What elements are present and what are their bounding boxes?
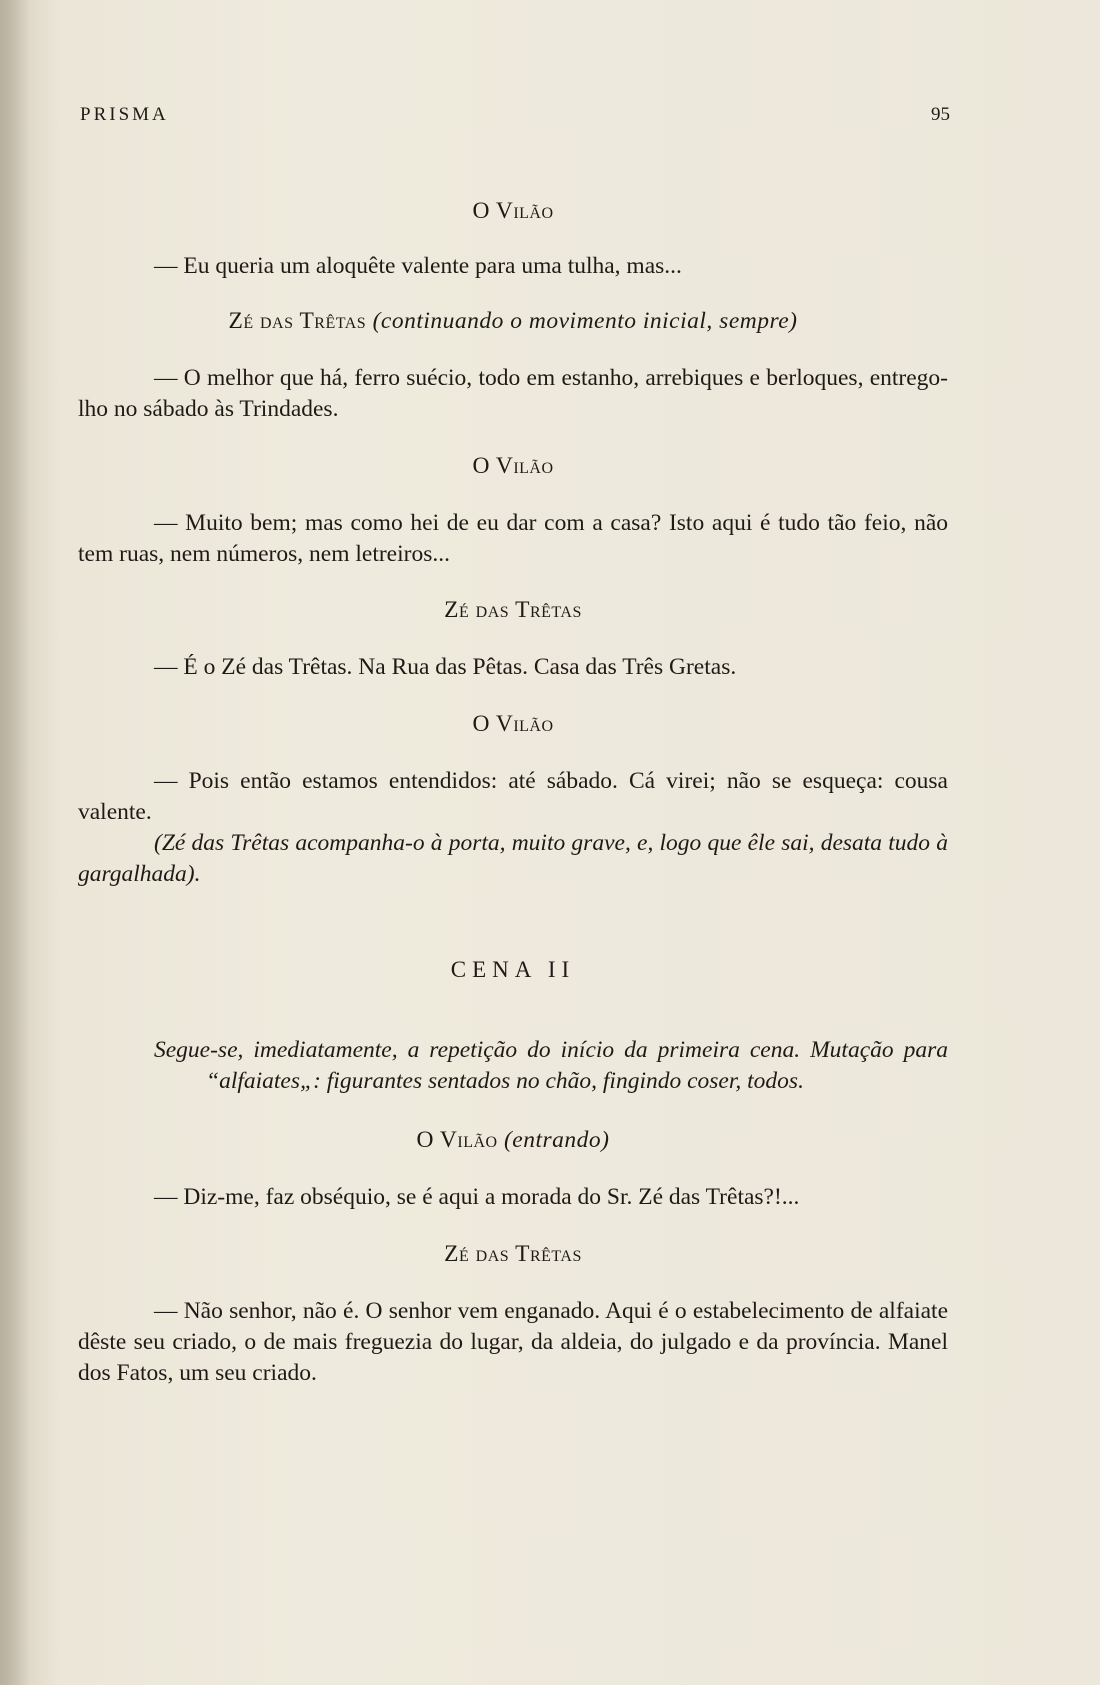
speaker-heading: O Vilão: [472, 198, 554, 224]
speech-line: — Pois então estamos entendidos: até sábado. Cá virei; não se esqueça: cousa valente.: [78, 768, 948, 825]
speaker-heading: O Vilão: [472, 453, 554, 479]
speaker-name: Zé das Trêtas: [228, 308, 367, 334]
stage-direction: (Zé das Trêtas acompanha-o à porta, muito grave, e, logo que êle sai, desata tudo à gargalhada).: [78, 830, 948, 887]
speech-line: — Não senhor, não é. O senhor vem enganado. Aqui é o estabelecimento de alfaiate dêste seu criado, o de mais freguezia do lugar, da aldeia, do julgado e da província. Manel dos Fatos, um seu criado.: [78, 1298, 948, 1386]
speech-line: — O melhor que há, ferro suécio, todo em estanho, arrebiques e berloques, entrego-lho no sábado às Trindades.: [78, 365, 948, 422]
scene-heading: CENA II: [450, 957, 576, 982]
page-body: [78, 196, 948, 1389]
speech-line: — É o Zé das Trêtas. Na Rua das Pêtas. Casa das Três Gretas.: [154, 654, 737, 680]
speaker-name: O Vilão: [416, 1127, 498, 1153]
page-spine-shadow: [0, 0, 30, 1685]
stage-direction: (entrando): [503, 1127, 610, 1153]
speaker-heading: Zé das Trêtas: [444, 1241, 582, 1267]
journal-title: PRISMA: [80, 104, 169, 125]
speaker-heading: Zé das Trêtas: [444, 597, 582, 623]
speech-line: — Diz-me, faz obséquio, se é aqui a morada do Sr. Zé das Trêtas?!...: [154, 1184, 800, 1210]
speech-line: — Muito bem; mas como hei de eu dar com a casa? Isto aqui é tudo tão feio, não tem ruas, nem números, nem letreiros...: [78, 510, 948, 567]
speaker-heading: [78, 306, 948, 337]
speaker-heading: O Vilão: [472, 711, 554, 737]
stage-direction: (continuando o movimento inicial, sempre): [372, 308, 798, 334]
scene-stage-direction: Segue-se, imediatamente, a repetição do início da primeira cena. Mutação para “alfaiates„: figurantes sentados no chão, fingindo coser, todos.: [154, 1037, 948, 1094]
speaker-heading: [78, 1125, 948, 1156]
page-number: 95: [931, 104, 950, 125]
speech-line: — Eu queria um aloquête valente para uma tulha, mas...: [154, 253, 682, 279]
running-header: [80, 104, 950, 126]
